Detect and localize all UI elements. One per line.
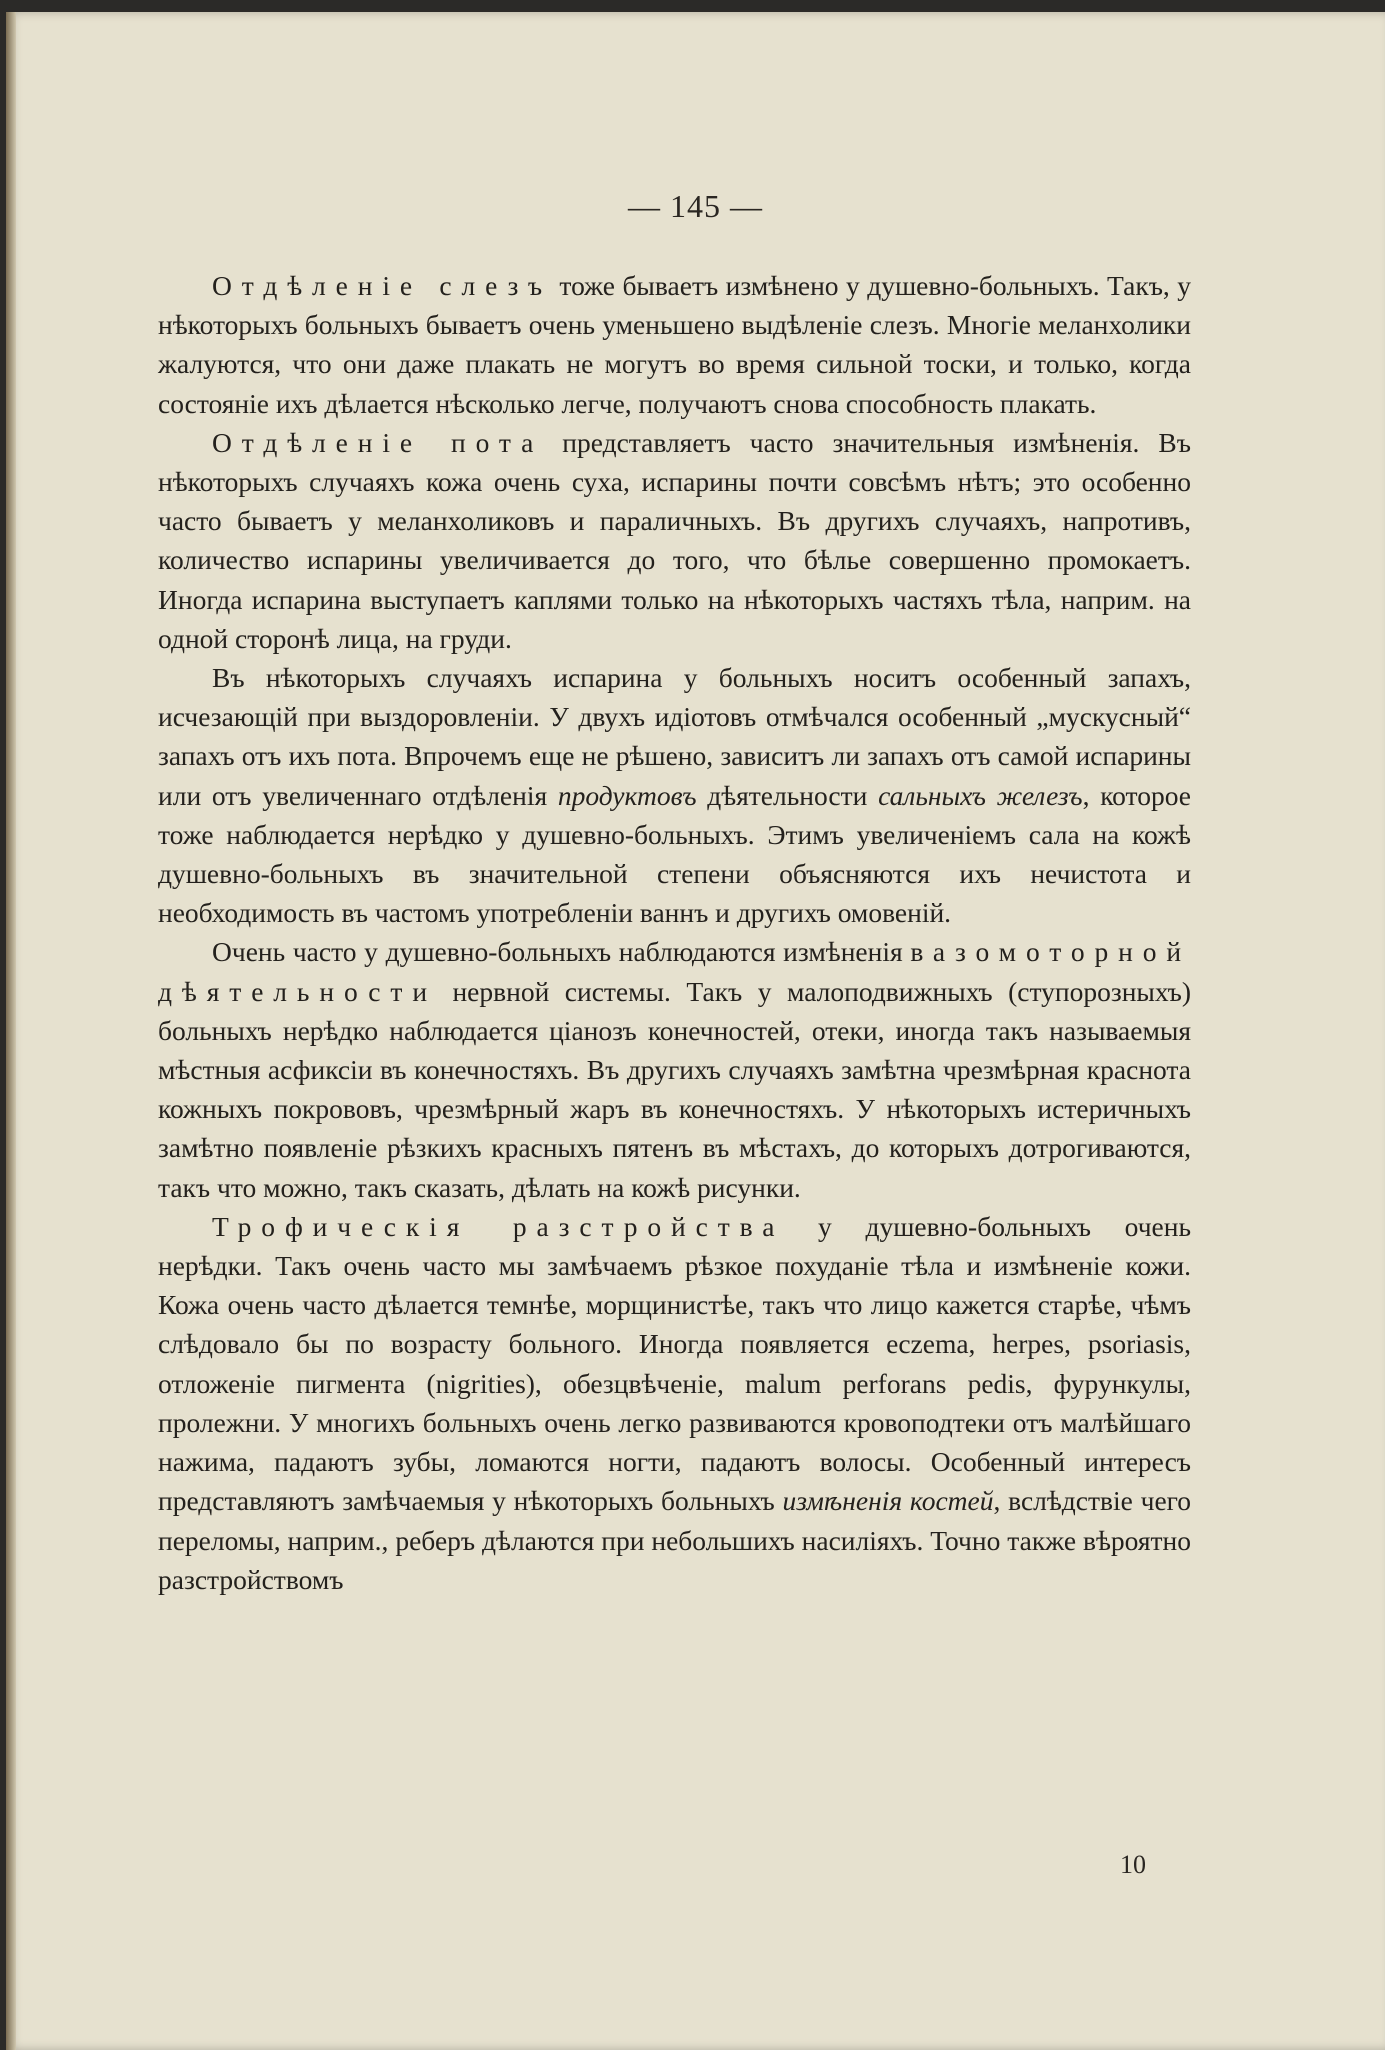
book-page	[6, 12, 1385, 2050]
paragraph	[158, 658, 1191, 932]
spaced-term: Отдѣленіе пота	[212, 426, 544, 458]
spaced-term: Отдѣленіе слезъ	[212, 270, 552, 301]
text-run: нервной системы. Такъ у малоподвижныхъ (ступорозныхъ) больныхъ нерѣдко наблюдается ціанозъ конечностей, отеки, иногда такъ называемыя мѣстныя асфиксіи въ конечностяхъ. Въ другихъ случаяхъ замѣтна чрезмѣрная краснота кожныхъ покрововъ, чрезмѣрный жаръ въ конечностяхъ. У нѣкоторыхъ истеричныхъ замѣтно появленіе рѣзкихъ красныхъ пятенъ въ мѣстахъ, до которыхъ дотрогиваются, такъ что можно, такъ сказать, дѣлать на кожѣ рисунки.	[158, 975, 1191, 1203]
italic-term: сальныхъ железъ	[878, 779, 1083, 811]
paragraph	[158, 266, 1191, 423]
text-run: Въ нѣкоторыхъ случаяхъ испарина у больныхъ носитъ особенный запахъ, исчезающій при выздоровленіи. У двухъ идіотовъ отмѣчался особенный „мускусный“ запахъ отъ ихъ пота. Впрочемъ еще не рѣшено, зависитъ ли запахъ отъ самой испарины или отъ увеличеннаго отдѣленія	[158, 662, 1191, 811]
text-run: представляетъ часто значительныя измѣненія. Въ нѣкоторыхъ случаяхъ кожа очень суха, испарины почти совсѣмъ нѣтъ; это особенно часто бываетъ у меланхоликовъ и параличныхъ. Въ другихъ случаяхъ, напротивъ, количество испарины увеличивается до того, что бѣлье совершенно промокаетъ. Иногда испарина выступаетъ каплями только на нѣкоторыхъ частяхъ тѣла, наприм. на одной сторонѣ лица, на груди.	[158, 426, 1191, 654]
italic-term: измѣненія костей	[782, 1485, 994, 1517]
paragraph	[158, 423, 1191, 658]
page-binding-edge	[6, 12, 16, 2050]
page-number-header: — 145 —	[628, 188, 763, 224]
spaced-term: вазомоторной дѣятельности	[158, 936, 1191, 1007]
signature-mark: 10	[1120, 1850, 1146, 1879]
italic-term: продуктовъ	[557, 779, 697, 811]
text-run: , вслѣдствіе чего переломы, наприм., реберъ дѣлаются при небольшихъ насиліяхъ. Точно также вѣроятно разстройствомъ	[158, 1485, 1191, 1595]
spaced-term: Трофическія разстройства	[212, 1210, 785, 1242]
text-run: тоже бываетъ измѣнено у душевно-больныхъ. Такъ, у нѣкоторыхъ больныхъ бываетъ очень уменьшено выдѣленіе слезъ. Многіе меланхолики жалуются, что они даже плакать не могутъ во время сильной тоски, и только, когда состояніе ихъ дѣлается нѣсколько легче, получаютъ снова способность плакать.	[158, 270, 1191, 419]
text-run: у душевно-больныхъ очень нерѣдки. Такъ очень часто мы замѣчаемъ рѣзкое похуданіе тѣла и измѣненіе кожи. Кожа очень часто дѣлается темнѣе, морщинистѣе, такъ что лицо кажется старѣе, чѣмъ слѣдовало бы по возрасту больного. Иногда появляется eczema, herpes, psoriasis, отложеніе пигмента (nigrities), обезцвѣченіе, malum perforans pedis, фурункулы, пролежни. У многихъ больныхъ очень легко развиваются кровоподтеки отъ малѣйшаго нажима, падаютъ зубы, ломаются ногти, падаютъ волосы. Особенный интересъ представляютъ замѣчаемыя у нѣкоторыхъ больныхъ	[158, 1210, 1191, 1517]
text-run: , которое тоже наблюдается нерѣдко у душевно-больныхъ. Этимъ увеличеніемъ сала на кожѣ душевно-больныхъ въ значительной степени объясняются ихъ нечистота и необходимость въ частомъ употребленіи ваннъ и другихъ омовеній.	[158, 779, 1191, 929]
paragraph	[158, 932, 1191, 1206]
paragraph	[158, 1207, 1191, 1599]
page-body-text	[158, 266, 1191, 1599]
text-run: Очень часто у душевно-больныхъ наблюдаются измѣненія	[212, 936, 911, 968]
text-run: дѣятельности	[696, 779, 879, 811]
